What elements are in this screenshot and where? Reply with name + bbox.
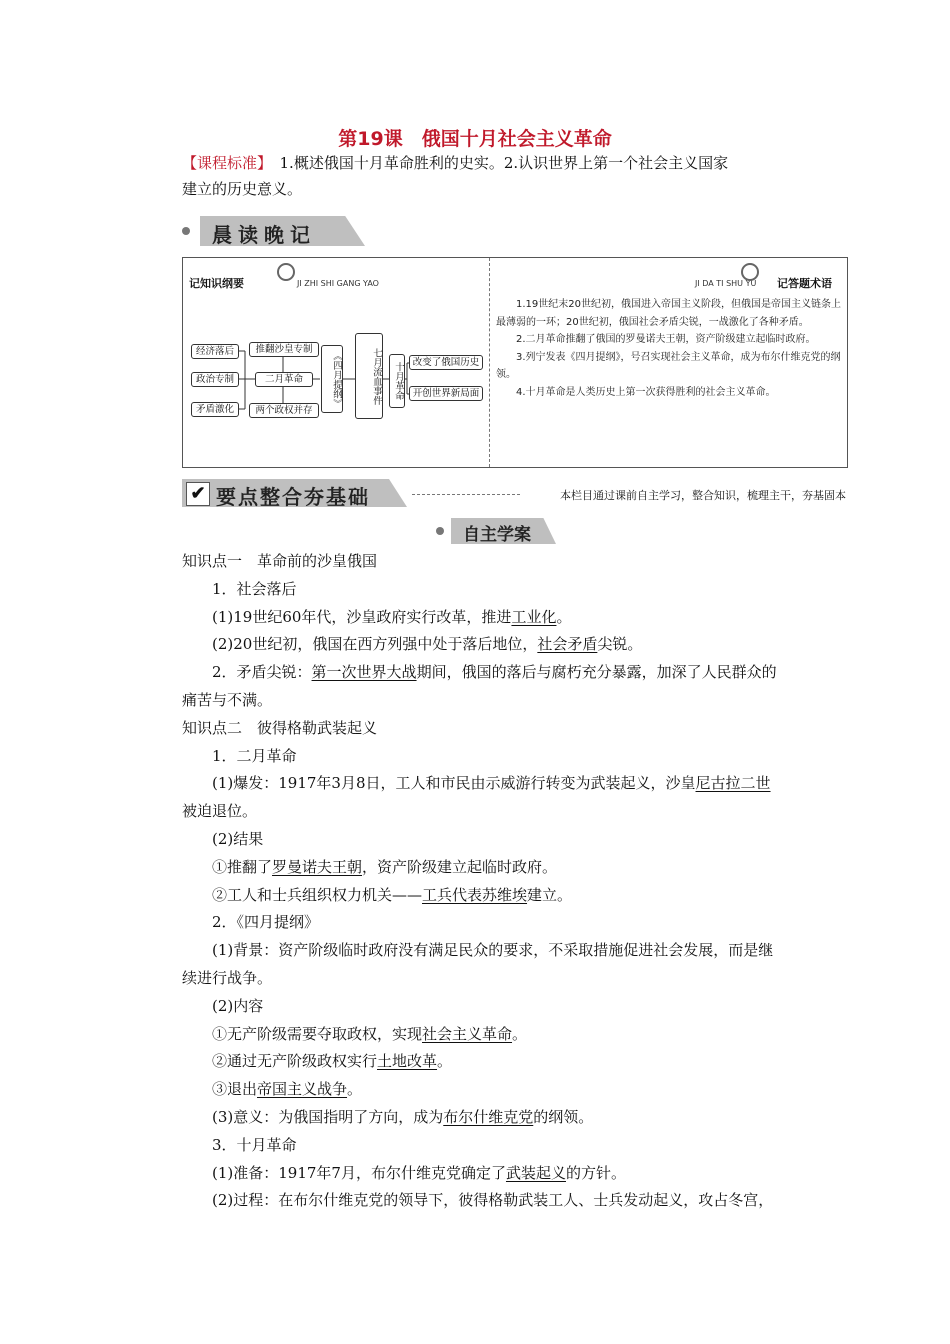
outline-title: 记知识纲要 bbox=[189, 277, 244, 290]
node-october-revolution: 十月革命 bbox=[389, 354, 405, 408]
paragraph: (1)19世纪60年代，沙皇政府实行改革，推进工业化。 bbox=[212, 607, 572, 626]
paragraph: ②工人和士兵组织权力机关——工兵代表苏维埃建立。 bbox=[212, 885, 573, 904]
paragraph: ①推翻了罗曼诺夫王朝，资产阶级建立起临时政府。 bbox=[212, 857, 558, 876]
knowledge-heading: 知识点二 彼得格勒武装起义 bbox=[182, 718, 378, 737]
node-overthrow: 推翻沙皇专制 bbox=[249, 342, 319, 357]
blank-answer: 布尔什维克党 bbox=[443, 1107, 534, 1126]
section-heading: 1．社会落后 bbox=[212, 579, 297, 598]
standard-text-2: 建立的历史意义。 bbox=[182, 180, 303, 198]
blank-answer: 社会主义革命 bbox=[422, 1024, 513, 1043]
paragraph: (2)结果 bbox=[212, 829, 264, 848]
paragraph: ③退出帝国主义战争。 bbox=[212, 1080, 363, 1099]
node-july-incident: 七月流血事件 bbox=[355, 333, 383, 419]
banner-note: 本栏目通过课前自主学习，整合知识，梳理主干，夯基固本 bbox=[560, 489, 846, 502]
blank-answer: 工兵代表苏维埃 bbox=[422, 885, 528, 904]
dashed-line bbox=[412, 494, 520, 495]
node-february-revolution: 二月革命 bbox=[255, 372, 313, 387]
divider bbox=[489, 258, 490, 467]
paragraph: (1)爆发：1917年3月8日，工人和市民由示威游行转变为武装起义，沙皇尼古拉二世 bbox=[212, 774, 771, 793]
morning-reading-banner bbox=[182, 216, 372, 246]
checkmark-icon: ✔ bbox=[186, 482, 210, 506]
section-heading: 3．十月革命 bbox=[212, 1135, 297, 1154]
term-item: 1.19世纪末20世纪初，俄国进入帝国主义阶段，但俄国是帝国主义链条上最薄弱的一环；20世纪初，俄国社会矛盾尖锐，一战激化了各种矛盾。 bbox=[496, 299, 841, 328]
terms-title: 记答题术语 bbox=[777, 277, 832, 290]
node-april-theses: 《四月提纲》 bbox=[321, 345, 343, 413]
node-conflict: 矛盾激化 bbox=[191, 402, 239, 417]
blank-answer: 工业化 bbox=[511, 607, 557, 626]
knowledge-heading: 知识点一 革命前的沙皇俄国 bbox=[182, 552, 378, 570]
node-new-world: 开创世界新局面 bbox=[409, 386, 483, 401]
blank-answer: 帝国主义战争 bbox=[257, 1080, 348, 1099]
answer-terms bbox=[496, 296, 841, 401]
paragraph: (3)意义：为俄国指明了方向，成为布尔什维克党的纲领。 bbox=[212, 1107, 594, 1126]
paragraph-cont: 被迫退位。 bbox=[182, 802, 258, 821]
blank-answer: 武装起义 bbox=[505, 1163, 566, 1182]
study-content bbox=[182, 548, 850, 1215]
blank-answer: 社会矛盾 bbox=[537, 635, 598, 654]
course-standard bbox=[182, 150, 850, 202]
paragraph: (2)内容 bbox=[212, 996, 264, 1015]
term-item: 4.十月革命是人类历史上第一次获得胜利的社会主义革命。 bbox=[516, 386, 776, 398]
self-study-banner bbox=[436, 518, 556, 546]
blank-answer: 土地改革 bbox=[377, 1052, 438, 1071]
term-item: 3.列宁发表《四月提纲》，号召实现社会主义革命，成为布尔什维克党的纲领。 bbox=[496, 351, 841, 380]
paragraph: (1)准备：1917年7月，布尔什维克党确定了武装起义的方针。 bbox=[212, 1163, 626, 1182]
paragraph: ①无产阶级需要夺取政权，实现社会主义革命。 bbox=[212, 1024, 528, 1043]
blank-answer: 罗曼诺夫王朝 bbox=[272, 857, 363, 876]
banner-label: 要点整合夯基础 bbox=[216, 485, 370, 509]
paragraph-cont: 续进行战争。 bbox=[182, 968, 273, 987]
node-dual-power: 两个政权并存 bbox=[249, 403, 319, 418]
outline-pinyin: JI ZHI SHI GANG YAO bbox=[297, 279, 379, 288]
section-heading: 2．《四月提纲》 bbox=[212, 913, 320, 932]
term-item: 2.二月革命推翻了俄国的罗曼诺夫王朝，资产阶级建立起临时政府。 bbox=[516, 334, 816, 345]
lesson-title: 第19课 俄国十月社会主义革命 bbox=[338, 128, 612, 150]
banner-label: 自主学案 bbox=[463, 525, 531, 545]
blank-answer: 尼古拉二世 bbox=[695, 774, 771, 793]
paragraph-cont: 痛苦与不满。 bbox=[182, 690, 273, 709]
paragraph: (1)背景：资产阶级临时政府没有满足民众的要求，不采取措施促进社会发展，而是继 bbox=[212, 941, 774, 960]
paragraph: 2．矛盾尖锐：第一次世界大战期间，俄国的落后与腐朽充分暴露，加深了人民群众的 bbox=[212, 663, 777, 682]
blank-answer: 第一次世界大战 bbox=[311, 663, 417, 682]
paragraph: (2)20世纪初，俄国在西方列强中处于落后地位，社会矛盾尖锐。 bbox=[212, 635, 643, 654]
magnifier-icon bbox=[741, 263, 759, 281]
bullet-dot-icon bbox=[436, 527, 444, 535]
section-heading: 1．二月革命 bbox=[212, 746, 297, 765]
standard-text-1: 1.概述俄国十月革命胜利的史实。2.认识世界上第一个社会主义国家 bbox=[264, 154, 729, 172]
paragraph: ②通过无产阶级政权实行土地改革。 bbox=[212, 1052, 453, 1071]
node-change-history: 改变了俄国历史 bbox=[409, 355, 483, 370]
standard-label: 【课程标准】 bbox=[182, 154, 265, 172]
paragraph: (2)过程：在布尔什维克党的领导下，彼得格勒武装工人、士兵发动起义，攻占冬宫， bbox=[212, 1191, 774, 1210]
banner-label: 晨读晚记 bbox=[212, 223, 316, 247]
outline-box bbox=[182, 257, 848, 468]
bullet-dot-icon bbox=[182, 227, 190, 235]
node-politics: 政治专制 bbox=[191, 372, 239, 387]
node-economy: 经济落后 bbox=[191, 344, 239, 359]
terms-pinyin: JI DA TI SHU YU bbox=[695, 279, 757, 288]
key-points-banner bbox=[182, 479, 846, 509]
